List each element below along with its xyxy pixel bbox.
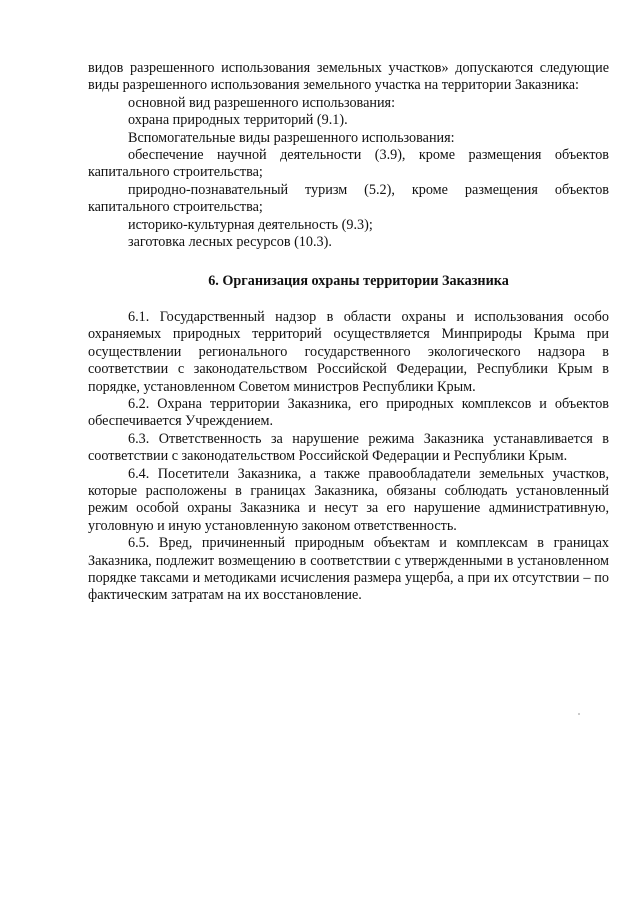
section-heading: 6. Организация охраны территории Заказника bbox=[208, 273, 509, 290]
document-page bbox=[88, 60, 609, 605]
list-item: обеспечение научной деятельности (3.9), кроме размещения объектов капитального строительства; bbox=[88, 147, 609, 181]
list-item: основной вид разрешенного использования: bbox=[128, 94, 396, 111]
section-paragraph: 6.1. Государственный надзор в области охраны и использования особо охраняемых природных территорий осуществляется Минприроды Крыма при осуществлении регионального государственного экологического надзора в соответствии с законодательством Российской Федерации, Республики Крым в порядке, установленном Советом министров Республики Крым. bbox=[88, 308, 609, 395]
scan-speck bbox=[578, 713, 580, 715]
section-paragraph: 6.4. Посетители Заказника, а также правообладатели земельных участков, которые расположены в границах Заказника, обязаны соблюдать установленный режим особой охраны Заказника и несут за его нарушение административную, уголовную и иную установленную законом ответственность. bbox=[88, 465, 609, 534]
section-paragraph: 6.3. Ответственность за нарушение режима Заказника устанавливается в соответствии с законодательством Российской Федерации и Республики Крым. bbox=[88, 430, 609, 465]
list-item: природно-познавательный туризм (5.2), кроме размещения объектов капитального строительства; bbox=[88, 181, 609, 216]
intro-paragraph: видов разрешенного использования земельных участков» допускаются следующие виды разрешенного использования земельного участка на территории Заказника: bbox=[88, 60, 609, 94]
list-item: Вспомогательные виды разрешенного использования: bbox=[128, 129, 455, 146]
list-item: историко-культурная деятельность (9.3); bbox=[128, 216, 373, 233]
section-paragraph: 6.5. Вред, причиненный природным объектам и комплексам в границах Заказника, подлежит возмещению в соответствии с утвержденными в установленном порядке таксами и методиками исчисления размера ущерба, а при их отсутствии – по фактическим затратам на их восстановление. bbox=[88, 535, 609, 604]
list-item: заготовка лесных ресурсов (10.3). bbox=[128, 234, 332, 251]
section-paragraph: 6.2. Охрана территории Заказника, его природных комплексов и объектов обеспечивается Учреждением. bbox=[88, 395, 609, 430]
list-item: охрана природных территорий (9.1). bbox=[128, 112, 348, 129]
